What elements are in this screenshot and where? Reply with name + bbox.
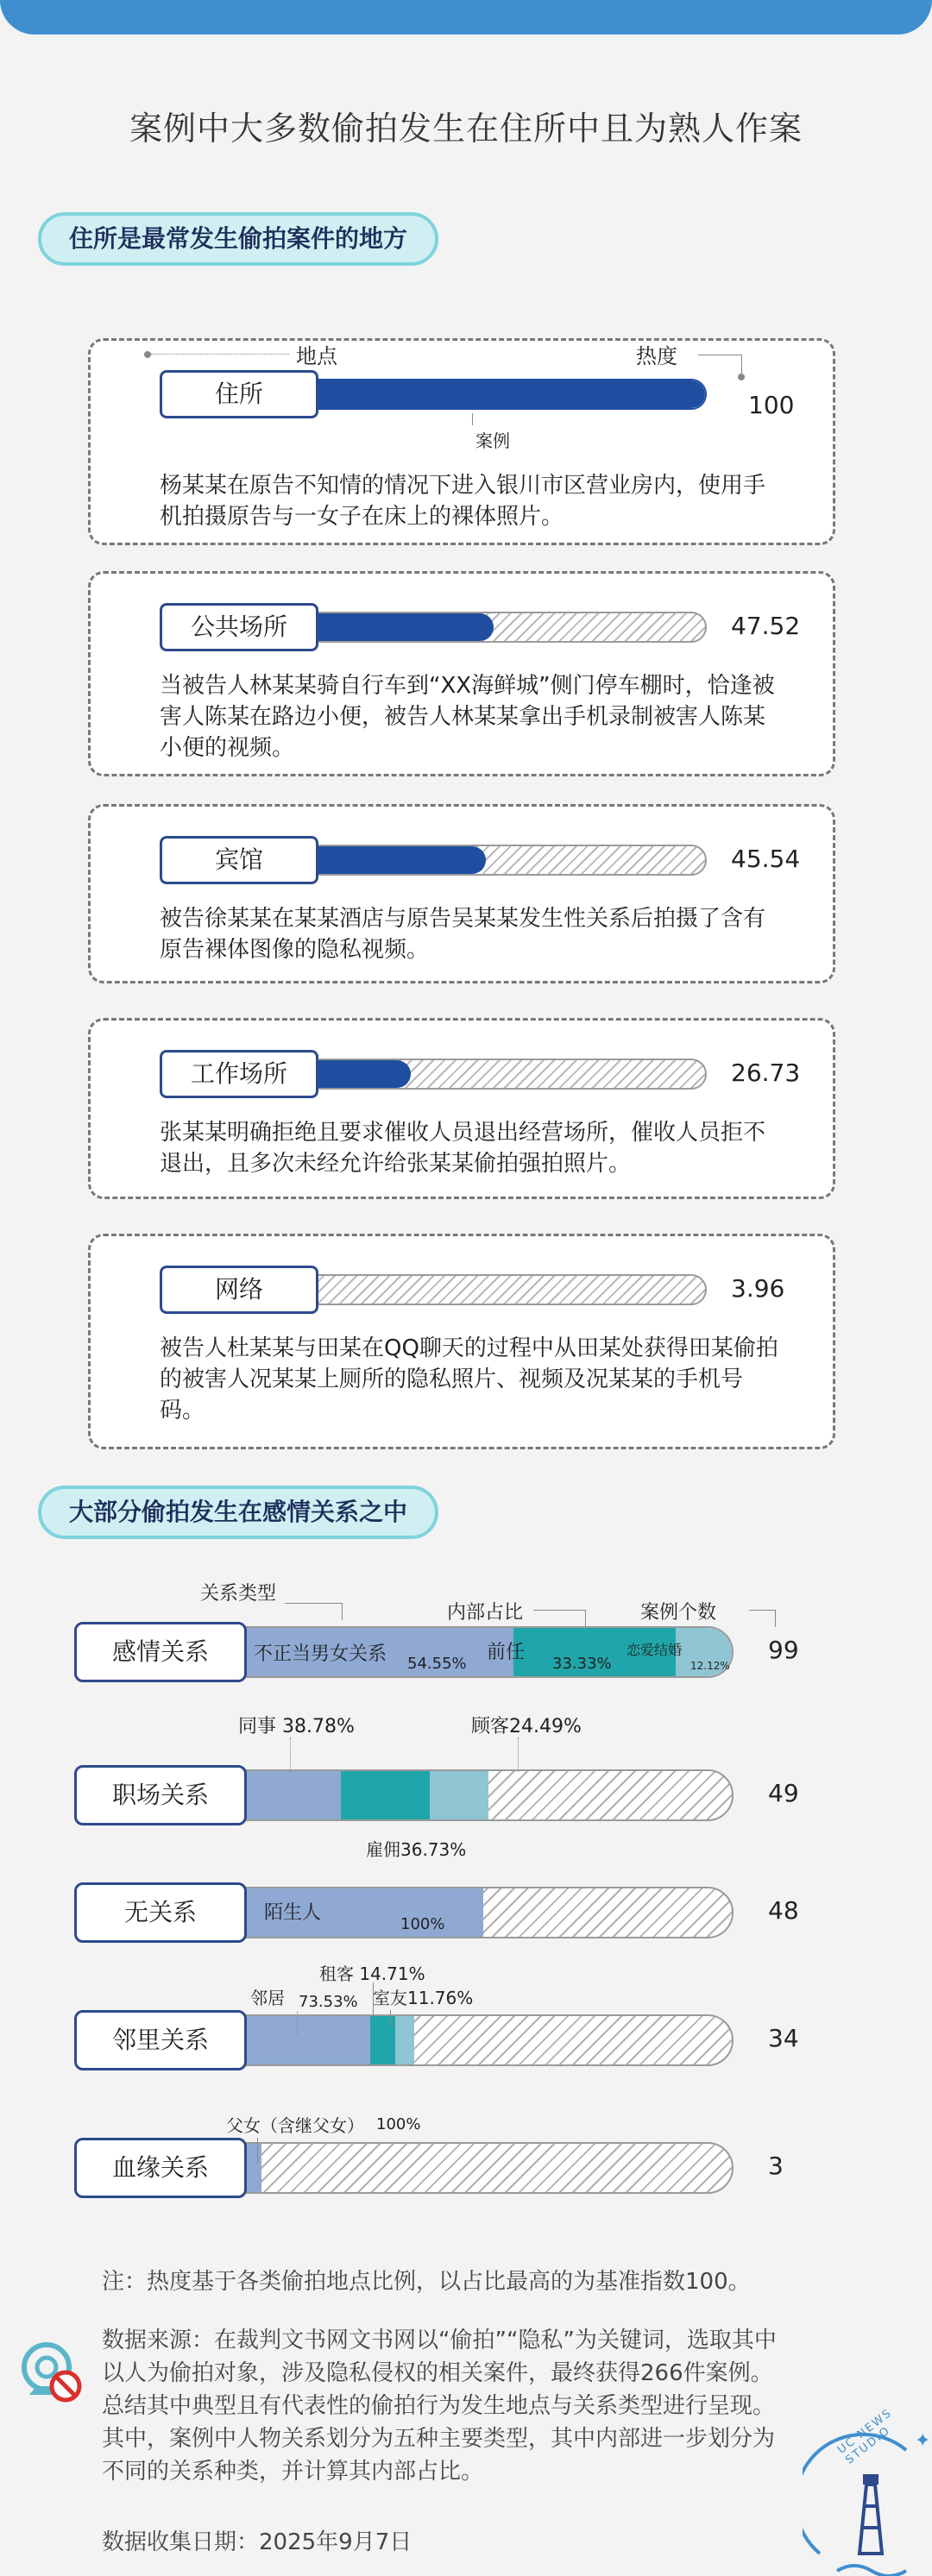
legend-heat: 热度 bbox=[636, 344, 677, 368]
segment-label: 同事 38.78% bbox=[238, 1716, 355, 1737]
location-label: 住所 bbox=[160, 370, 318, 418]
legend-dot bbox=[144, 351, 151, 358]
location-label: 宾馆 bbox=[160, 836, 318, 884]
collection-date: 数据收集日期：2025年9月7日 bbox=[102, 2529, 412, 2555]
case-description: 被告人杜某某与田某在QQ聊天的过程中从田某处获得田某偷拍的被害人况某某上厕所的隐私照片、视频及况某某的手机号码。 bbox=[160, 1335, 778, 1423]
location-label: 网络 bbox=[160, 1266, 318, 1314]
heat-bar-track bbox=[301, 1059, 707, 1090]
heat-bar-track bbox=[301, 845, 707, 876]
segment-pct: 73.53% bbox=[299, 1993, 358, 2011]
logo-label: UC NEWS STUDIO bbox=[835, 2406, 895, 2467]
legend-line bbox=[472, 413, 473, 425]
relation-count: 99 bbox=[768, 1636, 799, 1664]
heat-bar-fill bbox=[303, 613, 494, 641]
legend-line bbox=[749, 1610, 775, 1611]
segment-pct: 33.33% bbox=[552, 1655, 612, 1673]
relation-count: 48 bbox=[768, 1896, 799, 1925]
heat-value: 47.52 bbox=[731, 612, 801, 640]
segment-label: 顾客24.49% bbox=[471, 1716, 582, 1737]
no-camera-icon bbox=[12, 2334, 86, 2409]
location-card bbox=[88, 338, 835, 545]
heat-value: 45.54 bbox=[731, 845, 801, 873]
data-source: 数据来源：在裁判文书网文书网以“偷拍”“隐私”为关键词，选取其中以人为偷拍对象，涉及隐私侵权的相关案件，最终获得266件案例。总结其中典型且有代表性的偷拍行为发生地点与关系类型进行呈现。其中，案例中人物关系划分为五种主要类型，其中内部进一步划分为不同的关系种类，并计算其内部占比。 bbox=[102, 2328, 777, 2485]
heat-bar-fill bbox=[303, 1060, 411, 1088]
label-line bbox=[290, 1737, 291, 1772]
segment-name: 恋爱结婚 bbox=[627, 1642, 683, 1658]
svg-text:✦: ✦ bbox=[915, 2430, 931, 2452]
relation-bar-track bbox=[245, 1769, 734, 1821]
relation-bar-track bbox=[245, 2014, 734, 2066]
relation-label: 血缘关系 bbox=[74, 2138, 247, 2198]
relation-label: 感情关系 bbox=[74, 1622, 247, 1682]
heat-note: 注：热度基于各类偷拍地点比例，以占比最高的为基准指数100。 bbox=[102, 2269, 751, 2295]
legend-line bbox=[151, 354, 289, 355]
legend-case: 案例 bbox=[475, 430, 510, 451]
case-description: 被告徐某某在某某酒店与原告吴某某发生性关系后拍摄了含有原告裸体图像的隐私视频。 bbox=[160, 906, 766, 963]
location-label: 工作场所 bbox=[160, 1050, 318, 1098]
location-card bbox=[88, 1234, 835, 1449]
segment-name: 前任 bbox=[487, 1642, 526, 1663]
relation-count: 3 bbox=[768, 2152, 784, 2180]
legend-share: 内部占比 bbox=[447, 1602, 524, 1624]
legend-type: 关系类型 bbox=[200, 1583, 277, 1605]
legend-line bbox=[342, 1603, 343, 1620]
segment-pct: 100% bbox=[400, 1915, 445, 1933]
heat-value: 100 bbox=[748, 391, 795, 419]
label-line bbox=[257, 2138, 258, 2164]
legend-line bbox=[775, 1610, 776, 1627]
relation-segment bbox=[430, 1771, 489, 1819]
relation-count: 49 bbox=[768, 1779, 799, 1807]
segment-name: 邻居 bbox=[250, 1988, 285, 2008]
relation-segment bbox=[341, 1771, 430, 1819]
label-line bbox=[297, 2012, 298, 2036]
segment-label: 雇佣36.73% bbox=[366, 1839, 467, 1860]
relation-segment bbox=[247, 2016, 370, 2064]
label-line bbox=[390, 2010, 391, 2027]
segment-pct: 100% bbox=[376, 2115, 421, 2133]
segment-label: 室友11.76% bbox=[373, 1988, 474, 2008]
section1-heading: 住所是最常发生偷拍案件的地方 bbox=[38, 212, 438, 266]
page-title: 案例中大多数偷拍发生在住所中且为熟人作案 bbox=[129, 110, 803, 148]
legend-count: 案例个数 bbox=[640, 1602, 717, 1624]
case-description: 当被告人林某某骑自行车到“XX海鲜城”侧门停车棚时，恰逢被害人陈某在路边小便，被告人林某某拿出手机录制被害人陈某小便的视频。 bbox=[160, 673, 775, 761]
relation-label: 职场关系 bbox=[74, 1765, 247, 1825]
case-description: 张某某明确拒绝且要求催收人员退出经营场所，催收人员拒不退出，且多次未经允许给张某某偷拍强拍照片。 bbox=[160, 1120, 766, 1177]
relation-label: 无关系 bbox=[74, 1882, 247, 1943]
relation-segment bbox=[370, 2016, 395, 2064]
label-line bbox=[518, 1737, 519, 1772]
location-label: 公共场所 bbox=[160, 603, 318, 651]
legend-dot bbox=[738, 374, 745, 380]
heat-value: 3.96 bbox=[731, 1274, 785, 1303]
relation-bar-track bbox=[245, 2142, 734, 2194]
segment-name: 父女（含继父女） bbox=[226, 2115, 364, 2136]
location-card bbox=[88, 1018, 835, 1199]
location-card bbox=[88, 571, 835, 776]
legend-line bbox=[741, 355, 742, 375]
top-banner bbox=[0, 0, 932, 35]
segment-pct: 54.55% bbox=[407, 1655, 467, 1673]
case-description: 杨某某在原告不知情的情况下进入银川市区营业房内，使用手机拍摄原告与一女子在床上的裸体照片。 bbox=[160, 473, 766, 530]
relation-segment bbox=[247, 2144, 261, 2192]
relation-count: 34 bbox=[768, 2024, 799, 2052]
segment-pct: 12.12% bbox=[690, 1660, 730, 1672]
section2-heading: 大部分偷拍发生在感情关系之中 bbox=[38, 1486, 438, 1539]
legend-line bbox=[533, 1610, 585, 1611]
heat-bar-fill bbox=[303, 380, 705, 408]
heat-value: 26.73 bbox=[731, 1059, 801, 1087]
label-line bbox=[373, 1982, 374, 2017]
segment-name: 陌生人 bbox=[264, 1902, 322, 1924]
segment-name: 不正当男女关系 bbox=[254, 1643, 387, 1665]
heat-bar-track bbox=[301, 612, 707, 643]
legend-place: 地点 bbox=[296, 344, 337, 368]
legend-line bbox=[285, 1603, 342, 1604]
heat-bar-track bbox=[301, 379, 707, 410]
relation-label: 邻里关系 bbox=[74, 2010, 247, 2070]
heat-bar-fill bbox=[303, 846, 486, 874]
segment-label: 租客 14.71% bbox=[319, 1963, 425, 1984]
relation-segment bbox=[395, 2016, 415, 2064]
location-card bbox=[88, 804, 835, 983]
relation-segment bbox=[247, 1771, 341, 1819]
heat-bar-track bbox=[301, 1274, 707, 1305]
